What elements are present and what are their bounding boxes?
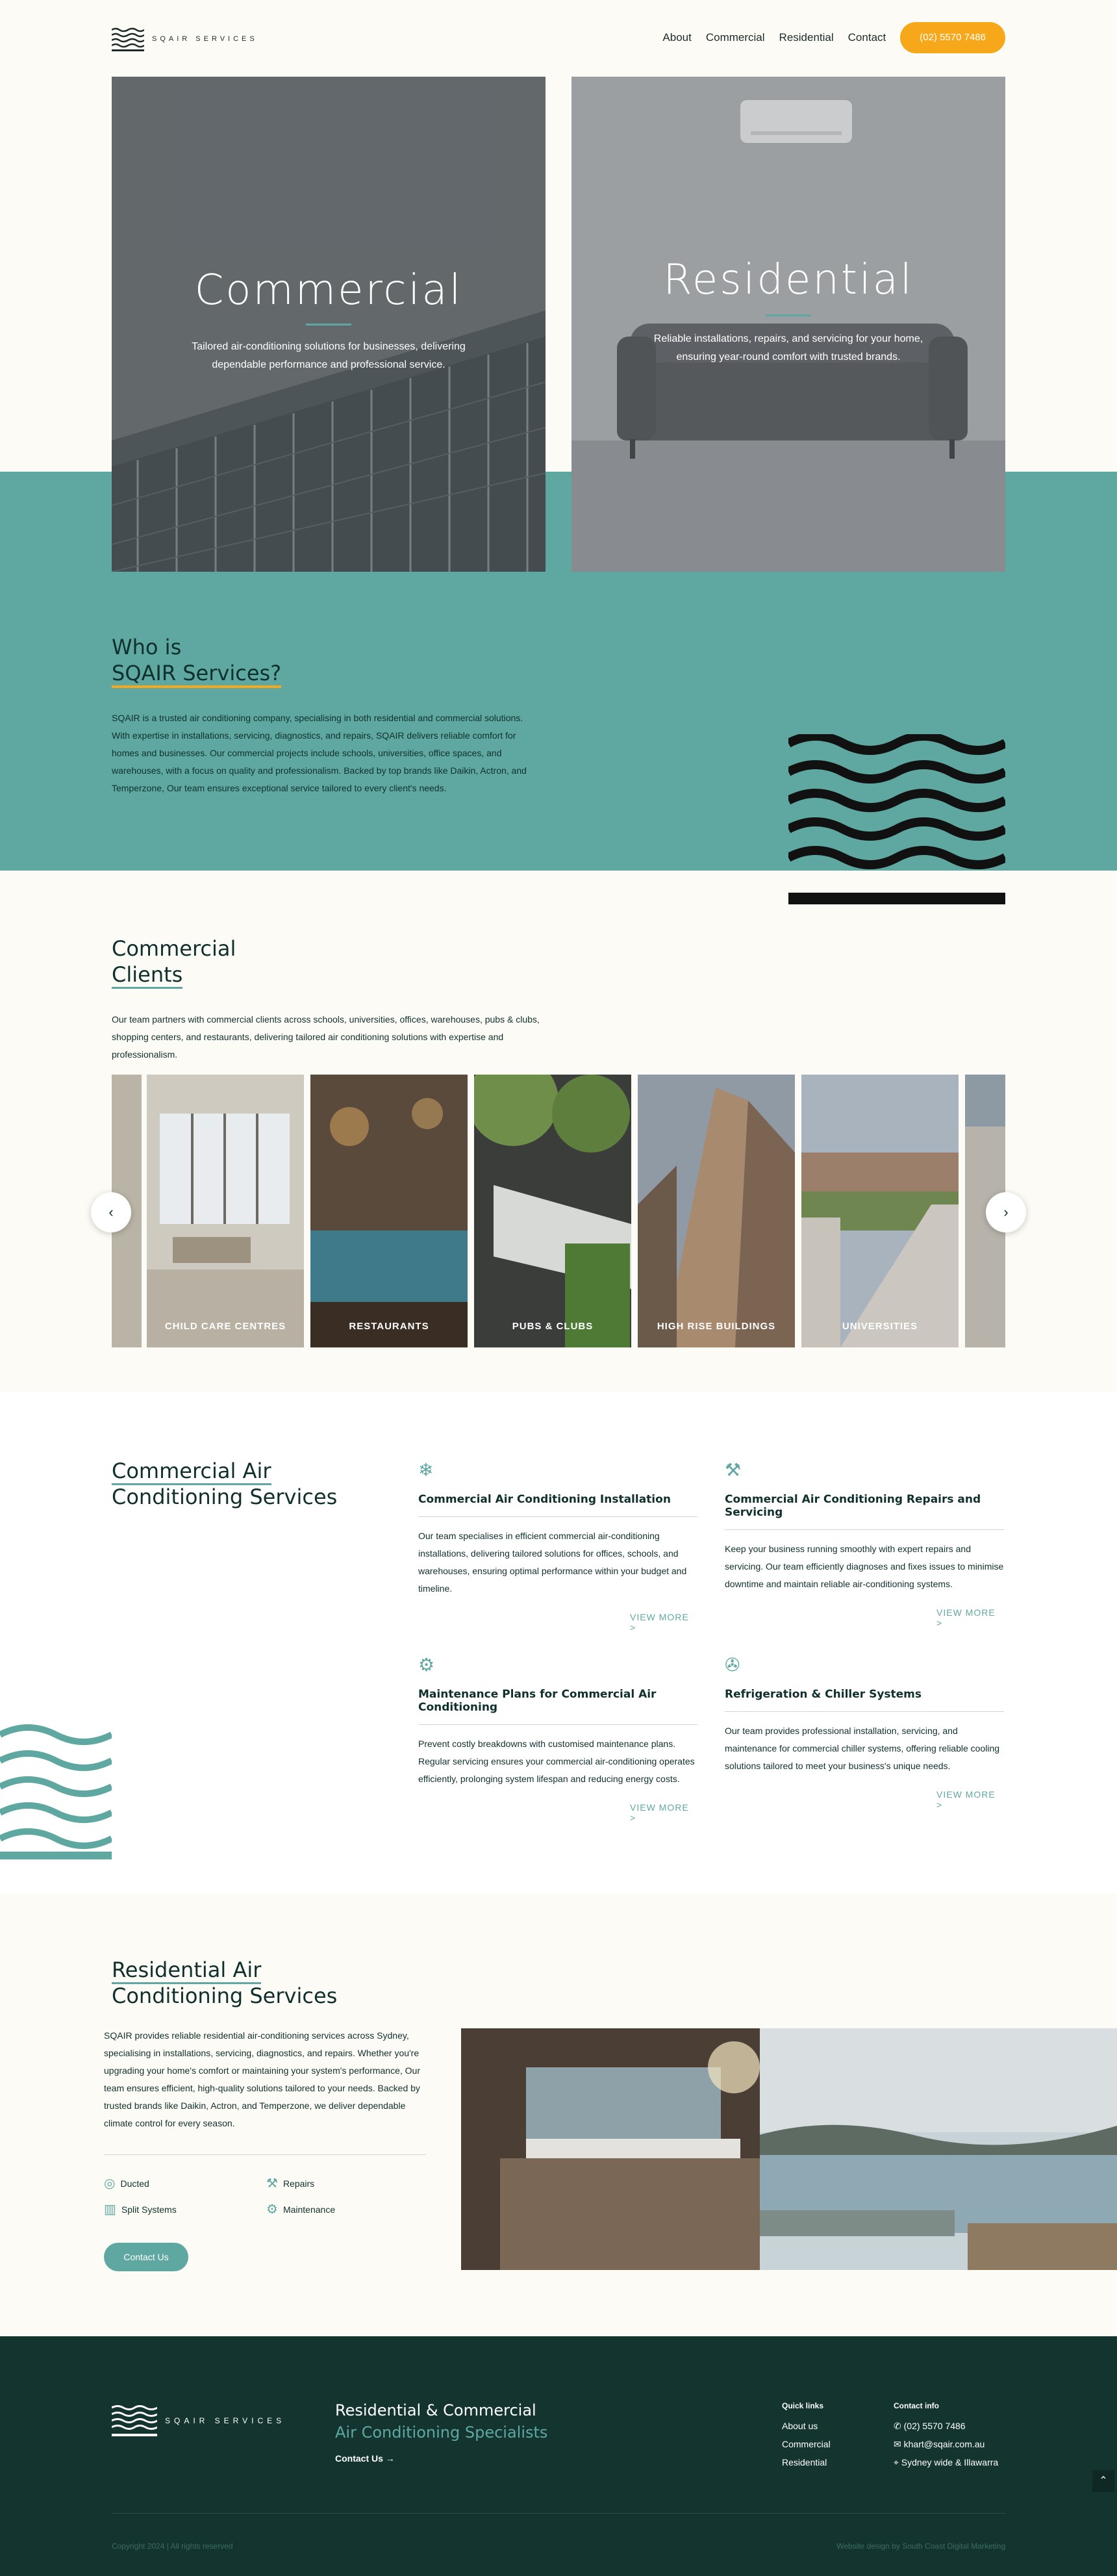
tools-icon: ⚒ [266, 2176, 278, 2191]
who-is-heading-line1: Who is [112, 635, 182, 659]
contact-info-title: Contact info [894, 2401, 939, 2410]
chevron-up-icon: ⌃ [1099, 2475, 1108, 2486]
hand-gear-icon: ⚙ [418, 1655, 435, 1675]
waves-logo-icon [112, 2404, 157, 2438]
who-is-heading [112, 634, 281, 686]
copyright: Copyright 2024 | All rights reserved [112, 2542, 233, 2551]
feature-ducted [104, 2175, 149, 2191]
footer-heading-line2: Air Conditioning Specialists [335, 2423, 548, 2442]
logo[interactable] [112, 26, 258, 52]
pubs-clubs-image [474, 1075, 631, 1347]
residential-heading-line2: Conditioning Services [112, 1983, 338, 2008]
child-care-image [147, 1075, 304, 1347]
logo-text: SQAIR SERVICES [152, 34, 258, 43]
footer-phone[interactable] [894, 2417, 998, 2435]
footer-link-commercial[interactable]: Commercial [782, 2439, 831, 2449]
gear-icon: ⚙ [266, 2202, 278, 2217]
footer-logo-text: SQAIR SERVICES [165, 2416, 286, 2425]
fan-icon: ✇ [725, 1655, 740, 1675]
carousel-slide[interactable] [638, 1075, 795, 1347]
service-desc: Our team provides professional installation, servicing, and maintenance for commercial chiller systems, offering reliable cooling solutions tailored to meet your business's unique needs. [725, 1726, 1000, 1771]
restaurant-image [310, 1075, 468, 1347]
chevron-right-icon: › [1003, 1204, 1009, 1220]
quick-links-title: Quick links [782, 2401, 824, 2410]
commercial-services-heading-line1: Commercial Air [112, 1459, 271, 1485]
site-credit[interactable]: Website design by South Coast Digital Marketing [836, 2542, 1005, 2551]
high-rise-image [638, 1075, 795, 1347]
feature-label: Repairs [282, 2178, 315, 2189]
main-nav [662, 22, 1005, 53]
footer-area-text: Sydney wide & Illawarra [901, 2457, 999, 2468]
location-pin-icon: ⌖ [894, 2457, 901, 2468]
footer-contact-link[interactable]: Contact Us → [335, 2453, 395, 2464]
residential-heading-line1: Residential Air [112, 1958, 261, 1984]
service-desc: Keep your business running smoothly with expert repairs and servicing. Our team efficiently diagnoses and fixes issues to minimise downtime and maintain reliable air-conditioning systems. [725, 1544, 1004, 1589]
phone-button[interactable]: (02) 5570 7486 [900, 22, 1005, 53]
residential-hero-card[interactable] [571, 77, 1005, 572]
service-item [418, 1459, 697, 1633]
feature-label: Maintenance [282, 2204, 336, 2215]
nav-contact[interactable]: Contact [847, 31, 886, 44]
chevron-left-icon: ‹ [108, 1204, 114, 1220]
service-name: Commercial Air Conditioning Repairs and Servicing [725, 1493, 1004, 1530]
nav-residential[interactable]: Residential [779, 31, 834, 44]
service-name: Commercial Air Conditioning Installation [418, 1493, 697, 1517]
nav-commercial[interactable]: Commercial [705, 31, 765, 44]
residential-body: SQAIR provides reliable residential air-conditioning services across Sydney, specialising in installations, servicing, diagnostics, and repairs. Whether you're upgrading your home's comfort or maintaining your system's performance, Our team ensures efficient, high-quality solutions tailored to your needs. Backed by trusted brands like Daikin, Actron, and Temperzone, we deliver dependable climate control for every season. [104, 2030, 420, 2128]
carousel-slide[interactable] [474, 1075, 631, 1347]
slide-label: RESTAURANTS [349, 1321, 429, 1332]
slide-label: CHILD CARE CENTRES [164, 1321, 286, 1332]
footer-link-residential[interactable]: Residential [782, 2457, 827, 2468]
residential-living-room-image [571, 77, 1005, 572]
slide-label: PUBS & CLUBS [512, 1321, 594, 1332]
footer-email-text: khart@sqair.com.au [903, 2439, 985, 2449]
footer-logo[interactable] [112, 2404, 285, 2438]
footer-area [894, 2453, 998, 2471]
back-to-top-button[interactable] [1092, 2470, 1114, 2492]
quick-links [782, 2401, 831, 2471]
commercial-services-heading-line2: Conditioning Services [112, 1485, 338, 1509]
split-system-icon: ▥ [104, 2202, 116, 2217]
feature-repairs [266, 2175, 314, 2191]
mail-icon: ✉ [894, 2439, 904, 2449]
footer-phone-text: (02) 5570 7486 [903, 2421, 966, 2431]
clients-body: Our team partners with commercial clients across schools, universities, offices, warehouses, pubs & clubs, shopping centers, and restaurants, delivering tailored air conditioning solutions with expertise and professionalism. [112, 1014, 540, 1060]
residential-hero-divider [766, 314, 811, 316]
clients-heading-line1: Commercial [112, 936, 236, 961]
contact-us-button[interactable]: Contact Us [104, 2243, 188, 2271]
waves-decor-icon [788, 734, 1005, 904]
carousel-slide[interactable] [310, 1075, 468, 1347]
residential-hero-subtitle: Reliable installations, repairs, and servicing for your home, ensuring year-round comfort with trusted brands. [653, 333, 923, 363]
commercial-hero-card[interactable] [112, 77, 546, 572]
commercial-hero-divider [306, 324, 351, 325]
service-item [725, 1459, 1004, 1628]
residential-house-image [461, 2028, 1117, 2270]
who-is-heading-line2: SQAIR Services? [112, 661, 281, 688]
footer-email[interactable] [894, 2435, 998, 2453]
university-image [801, 1075, 959, 1347]
commercial-hero-subtitle: Tailored air-conditioning solutions for businesses, delivering dependable performance and professional service. [192, 341, 466, 370]
snowflake-icon: ❄ [418, 1460, 434, 1480]
feature-label: Split Systems [121, 2204, 177, 2215]
waves-logo-icon [112, 26, 144, 52]
view-more-link[interactable]: VIEW MORE > [630, 1802, 689, 1823]
footer-link-about[interactable]: About us [782, 2421, 818, 2431]
residential-heading [112, 1957, 337, 2009]
service-item [725, 1654, 1004, 1810]
service-name: Maintenance Plans for Commercial Air Conditioning [418, 1688, 697, 1725]
phone-icon: ✆ [894, 2421, 904, 2431]
service-desc: Our team specialises in efficient commercial air-conditioning installations, delivering tailored solutions for offices, schools, and warehouses, ensuring optimal performance within your budget and timeline. [418, 1531, 687, 1594]
divider [104, 2154, 426, 2155]
slide-label: HIGH RISE BUILDINGS [657, 1321, 776, 1332]
clients-heading-line2: Clients [112, 962, 182, 989]
tools-icon: ⚒ [725, 1460, 742, 1480]
feature-label: Ducted [120, 2178, 149, 2189]
service-name: Refrigeration & Chiller Systems [725, 1688, 1004, 1712]
clients-heading [112, 936, 236, 988]
service-desc: Prevent costly breakdowns with customised maintenance plans. Regular servicing ensures your commercial air-conditioning operates efficiently, prolonging system lifespan and reducing energy costs. [418, 1739, 695, 1784]
view-more-link[interactable]: VIEW MORE > [936, 1607, 996, 1628]
feature-split [104, 2201, 177, 2217]
view-more-link[interactable]: VIEW MORE > [630, 1612, 689, 1633]
commercial-hero-title: Commercial [194, 266, 463, 314]
footer-divider [112, 2513, 1005, 2514]
commercial-services-heading [112, 1458, 337, 1510]
slide-label: UNIVERSITIES [842, 1321, 918, 1332]
who-is-body: SQAIR is a trusted air conditioning company, specialising in both residential and commercial solutions. With expertise in installations, servicing, diagnostics, and repairs, SQAIR delivers reliable comfort for homes and businesses. Our commercial projects include schools, universities, office spaces, and warehouses, with a focus on quality and professionalism. Backed by top brands like Daikin, Actron, and Temperzone, Our team ensures exceptional service tailored to every client's needs. [112, 713, 527, 793]
carousel-prev-button[interactable] [91, 1192, 131, 1232]
carousel-slide[interactable] [147, 1075, 304, 1347]
clients-carousel [112, 1075, 1005, 1347]
footer-heading-line1: Residential & Commercial [335, 2401, 536, 2419]
waves-decor-icon [0, 1723, 112, 1859]
carousel-slide[interactable] [801, 1075, 959, 1347]
contact-info [894, 2401, 998, 2471]
view-more-link[interactable]: VIEW MORE > [936, 1789, 996, 1810]
service-item [418, 1654, 697, 1823]
carousel-next-button[interactable] [986, 1192, 1026, 1232]
duct-icon: ◎ [104, 2176, 116, 2191]
nav-about[interactable]: About [662, 31, 692, 44]
feature-maintenance [266, 2201, 335, 2217]
residential-hero-title: Residential [663, 256, 914, 304]
